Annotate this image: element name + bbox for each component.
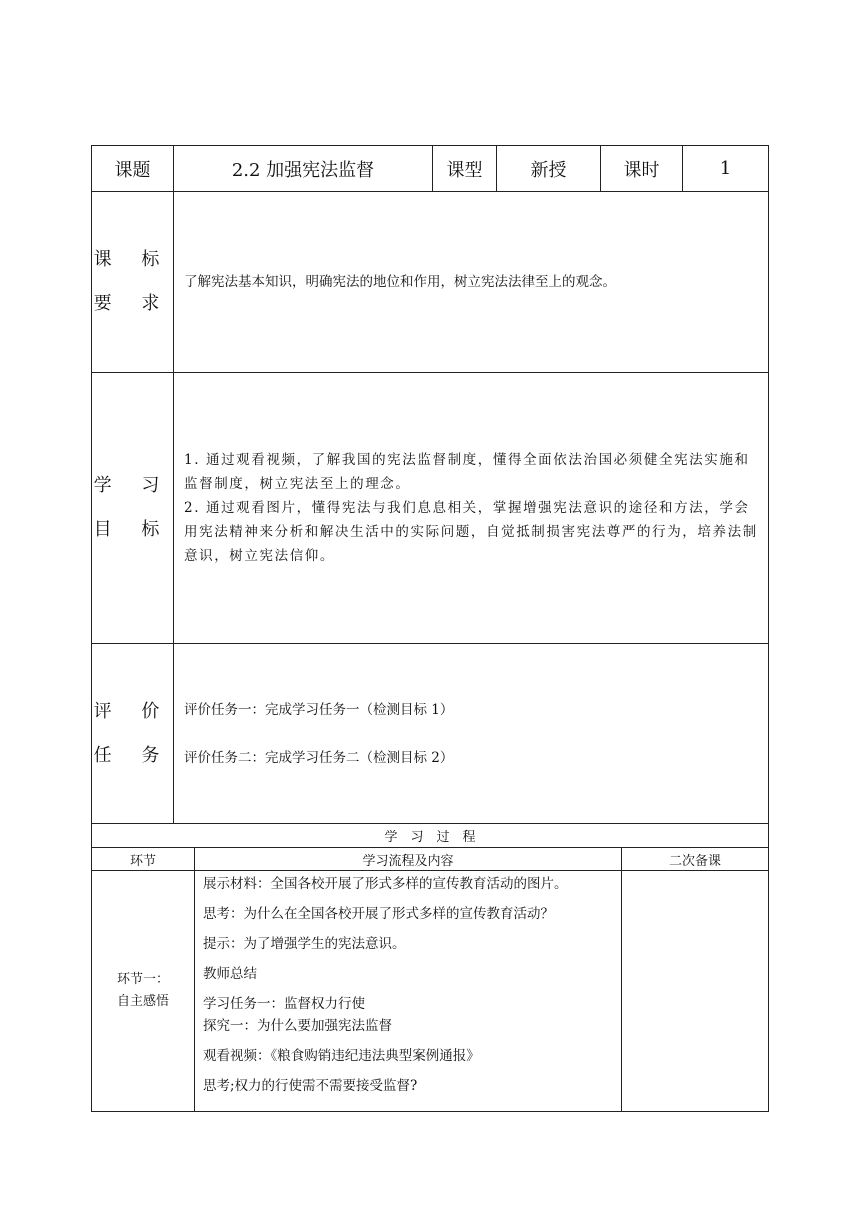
stage-1-cell [92, 871, 195, 1112]
col-notes-header: 二次备课 [622, 848, 769, 871]
stage-1-notes [622, 871, 769, 1112]
process-table [91, 823, 769, 1112]
col-stage-header: 环节 [92, 848, 195, 871]
process-header-row [92, 848, 769, 871]
process-line-3: 提示：为了增强学生的宪法意识。 [203, 936, 406, 952]
lesson-info-table [91, 145, 769, 824]
objectives-label-line1: 学 习 [93, 475, 172, 496]
process-line-4: 教师总结 [203, 966, 257, 982]
evaluation-row [92, 644, 769, 824]
process-line-5: 学习任务一：监督权力行使 [203, 996, 365, 1012]
evaluation-task-2: 评价任务二：完成学习任务二（检测目标 2） [184, 749, 454, 766]
standards-label-line1: 课 标 [93, 249, 172, 270]
stage-1-line1: 环节一： [116, 972, 169, 987]
type-label: 课型 [433, 146, 497, 192]
type-value: 新授 [497, 146, 601, 192]
col-content-header: 学习流程及内容 [195, 848, 622, 871]
objectives-label [92, 373, 174, 644]
evaluation-label [92, 644, 174, 824]
topic-label: 课题 [92, 146, 174, 192]
stage-1-line2: 自主感悟 [116, 994, 169, 1009]
header-row [92, 146, 769, 192]
standards-row [92, 192, 769, 373]
objectives-label-line2: 目 标 [93, 519, 172, 540]
stage-1-content [195, 871, 622, 1112]
stage-1-row [92, 871, 769, 1112]
objective-1: 1. 通过观看视频，了解我国的宪法监督制度，懂得全面依法治国必须健全宪法实施和监督制度，树立宪法至上的理念。 [184, 452, 750, 492]
hours-value: 1 [683, 146, 769, 192]
process-line-6: 探究一：为什么要加强宪法监督 [203, 1018, 392, 1034]
hours-label: 课时 [601, 146, 683, 192]
objectives-content [174, 373, 769, 644]
process-line-2: 思考：为什么在全国各校开展了形式多样的宣传教育活动？ [203, 906, 554, 922]
evaluation-label-line2: 任 务 [93, 744, 172, 766]
evaluation-task-1: 评价任务一：完成学习任务一（检测目标 1） [184, 701, 454, 718]
objectives-row [92, 373, 769, 644]
topic-value: 2.2 加强宪法监督 [174, 146, 433, 192]
process-title-row [92, 824, 769, 848]
standards-label-line2: 要 求 [93, 293, 172, 314]
process-title: 学 习 过 程 [92, 824, 769, 848]
process-line-7: 观看视频：《粮食购销违纪违法典型案例通报》 [203, 1048, 480, 1064]
evaluation-content [174, 644, 769, 824]
evaluation-label-line1: 评 价 [93, 700, 172, 722]
objective-2: 2. 通过观看图片，懂得宪法与我们息息相关，掌握增强宪法意识的途径和方法，学会用宪法精神来分析和解决生活中的实际问题，自觉抵制损害宪法尊严的行为，培养法制意识，树立宪法信仰。 [184, 500, 758, 564]
process-line-8: 思考;权力的行使需不需要接受监督? [203, 1078, 418, 1094]
standards-label [92, 192, 174, 373]
process-line-1: 展示材料：全国各校开展了形式多样的宣传教育活动的图片。 [203, 876, 568, 892]
standards-text: 了解宪法基本知识，明确宪法的地位和作用，树立宪法法律至上的观念。 [174, 192, 769, 373]
